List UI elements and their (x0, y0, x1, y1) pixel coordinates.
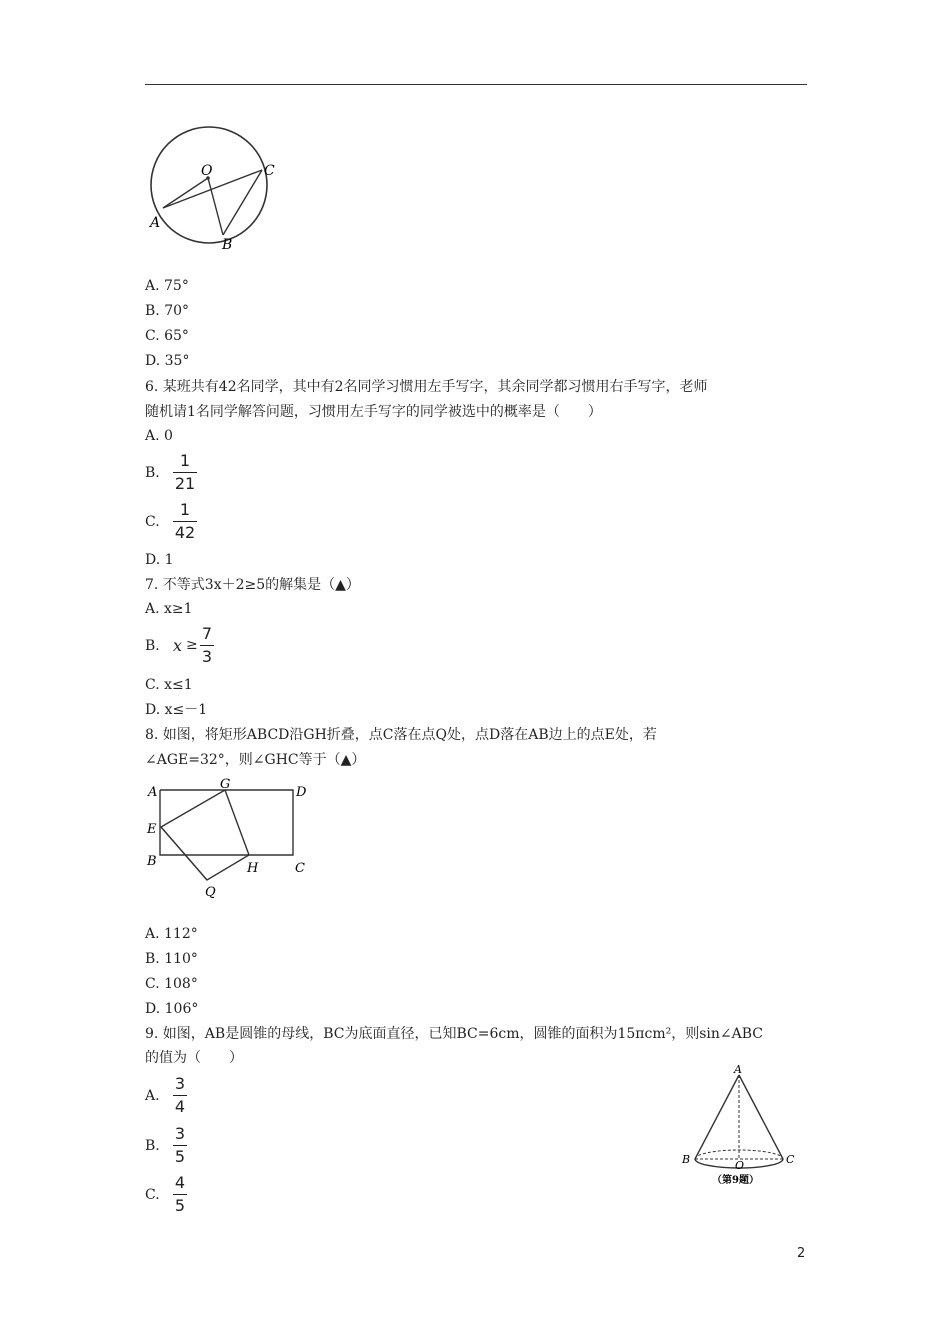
circle (151, 127, 267, 243)
fraction-bar (173, 1095, 187, 1096)
circle-figure (140, 125, 280, 255)
q9-option-b-label: B. (145, 1138, 160, 1154)
q6-stem-line1: 6. 某班共有42名同学，其中有2名同学习惯用左手写字，其余同学都习惯用右手写字，老师 (145, 379, 708, 395)
q7-option-b-fraction (200, 624, 214, 667)
q8-option-d: D. 106° (145, 1001, 199, 1017)
label-b: B (147, 854, 157, 869)
generatrix-ab (695, 1075, 739, 1159)
folded-quad-eghq (161, 790, 249, 880)
q6-stem-line2: 随机请1名同学解答问题，习惯用左手写字的同学被选中的概率是（ ） (145, 404, 602, 420)
q5-option-a: A. 75° (145, 278, 189, 294)
fraction-bar (173, 1145, 187, 1146)
header-rule (145, 84, 807, 85)
numerator: 3 (174, 1124, 186, 1143)
q7-option-a: A. x≥1 (145, 601, 193, 617)
q9-option-c-label: C. (145, 1187, 160, 1203)
q9-option-c-fraction (173, 1173, 187, 1216)
q9-stem-line1: 9. 如图，AB是圆锥的母线，BC为底面直径，已知BC=6cm，圆锥的面积为15πcm²，则sin∠ABC (145, 1026, 764, 1042)
q9-option-b-fraction (173, 1124, 187, 1167)
q6-option-c-label: C. (145, 514, 160, 530)
numerator: 4 (174, 1173, 186, 1192)
denominator: 21 (174, 474, 196, 493)
q9-option-a-label: A. (145, 1088, 160, 1104)
q6-option-b-fraction (173, 451, 197, 494)
denominator: 5 (174, 1147, 186, 1166)
page-number: 2 (797, 1246, 806, 1261)
q6-option-a: A. 0 (145, 428, 173, 444)
q6-option-c-fraction (173, 500, 197, 543)
label-q: Q (205, 885, 216, 900)
q7-stem: 7. 不等式3x＋2≥5的解集是（▲） (145, 577, 360, 593)
label-a: A (734, 1063, 742, 1076)
fraction-bar (200, 645, 214, 646)
segment-bc (223, 170, 262, 235)
numerator: 1 (179, 451, 191, 470)
numerator: 7 (201, 624, 213, 643)
denominator: 42 (174, 523, 196, 542)
q8-stem-line2: ∠AGE=32°，则∠GHC等于（▲） (145, 752, 366, 768)
q8-option-b: B. 110° (145, 951, 198, 967)
generatrix-ac (739, 1075, 783, 1159)
label-c: C (264, 163, 275, 179)
label-d: D (296, 785, 307, 800)
fraction-bar (173, 472, 197, 473)
q8-option-a: A. 112° (145, 926, 198, 942)
denominator: 5 (174, 1196, 186, 1215)
geq-sign: ≥ (186, 637, 198, 653)
label-e: E (147, 822, 157, 837)
label-a: A (150, 215, 161, 231)
q8-option-c: C. 108° (145, 976, 198, 992)
q6-option-b-label: B. (145, 465, 160, 481)
label-b: B (682, 1153, 691, 1166)
q5-option-c: C. 65° (145, 328, 189, 344)
q7-option-b-label: B. (145, 638, 160, 654)
q7-option-b (145, 622, 245, 672)
q9-option-a-fraction (173, 1074, 187, 1117)
segment-eb-q (161, 827, 207, 880)
q9-stem-line2: 的值为（ ） (145, 1050, 243, 1066)
label-a: A (148, 785, 158, 800)
rectangle-abcd (160, 790, 293, 855)
rectangle-fold-figure (143, 775, 323, 905)
fraction-bar (173, 1194, 187, 1195)
q7-option-d: D. x≤－1 (145, 702, 208, 718)
q7-option-c: C. x≤1 (145, 677, 193, 693)
q5-option-b: B. 70° (145, 303, 190, 319)
numerator: 3 (174, 1074, 186, 1093)
q8-stem-line1: 8. 如图，将矩形ABCD沿GH折叠，点C落在点Q处，点D落在AB边上的点E处，若 (145, 727, 657, 743)
cone-figure (676, 1062, 806, 1192)
numerator: 1 (179, 500, 191, 519)
segment-ac (163, 170, 262, 208)
denominator: 4 (174, 1097, 186, 1116)
variable-x: x (173, 636, 183, 655)
label-c: C (295, 861, 305, 876)
fraction-bar (173, 521, 197, 522)
q6-option-d: D. 1 (145, 552, 174, 568)
label-o: O (201, 163, 213, 179)
label-b: B (222, 237, 233, 253)
label-o: O (735, 1159, 745, 1172)
label-c: C (786, 1153, 795, 1166)
figure-caption: （第9题） (712, 1175, 759, 1186)
q5-option-d: D. 35° (145, 353, 190, 369)
denominator: 3 (201, 647, 213, 666)
label-g: G (220, 777, 231, 792)
label-h: H (247, 861, 259, 876)
